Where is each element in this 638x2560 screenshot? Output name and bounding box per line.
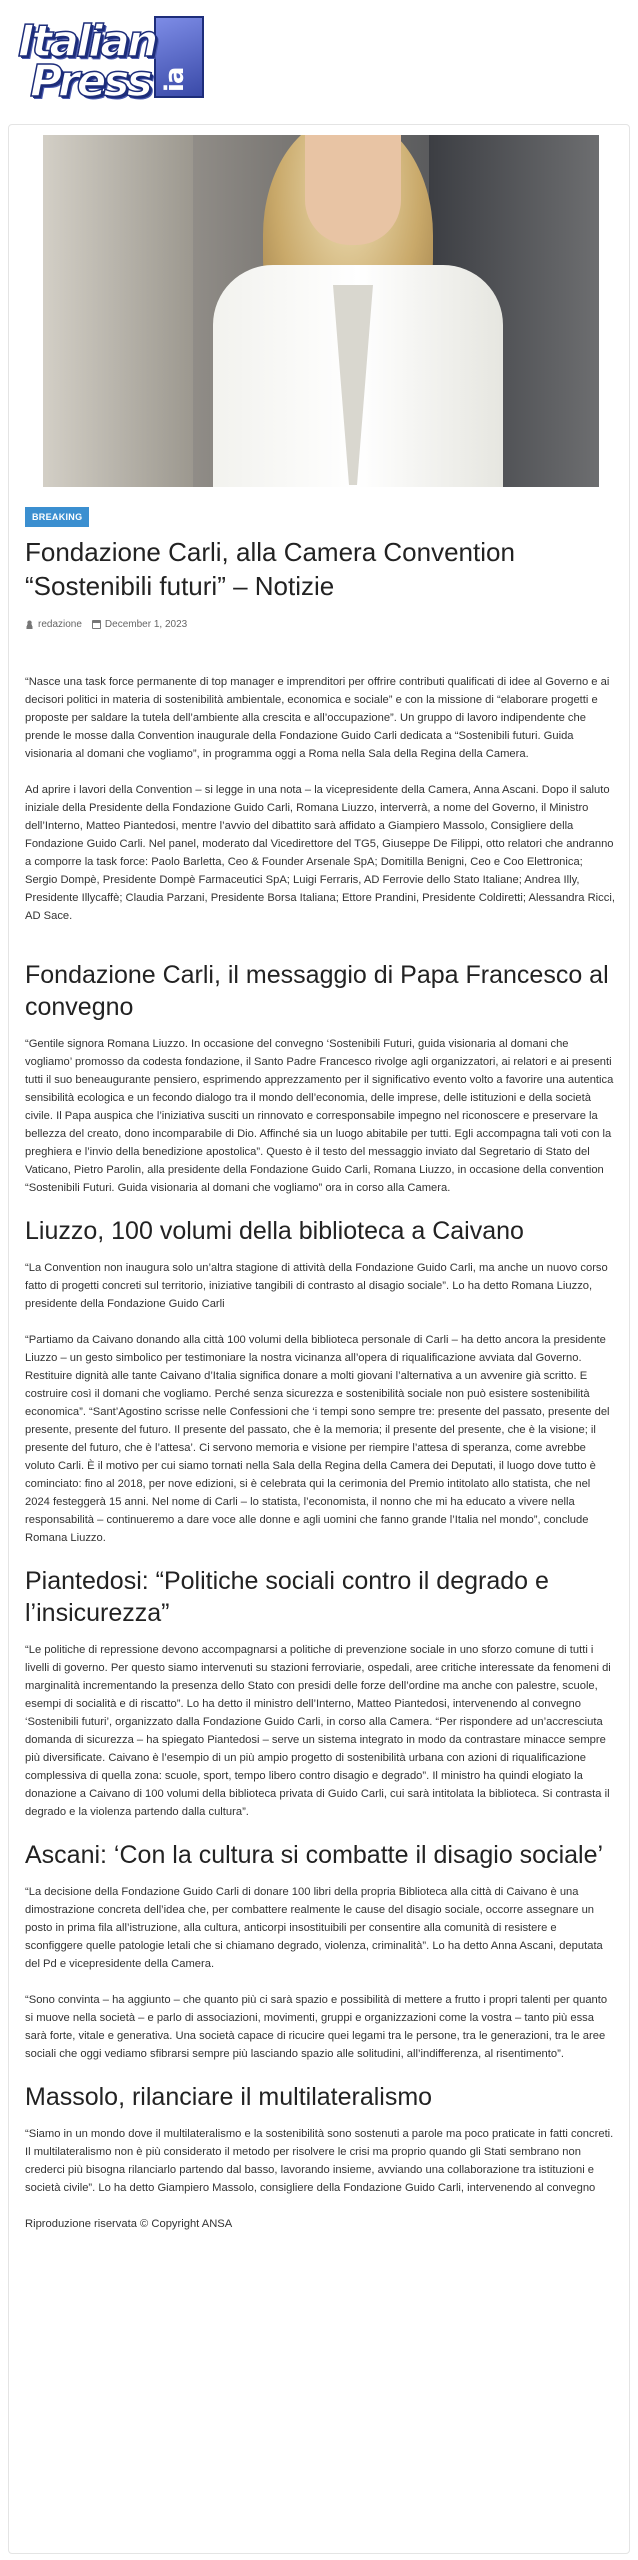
paragraph: “Sono convinta – ha aggiunto – che quanto più ci sarà spazio e possibilità di mettere a frutto i propri talenti per quanto si muove nella società – e parlo di associazioni, movimenti, gruppi e organizzazioni come la vostra – tanto più essa sarà forte, vitale e generativa. Una società capace di ricucire quei legami tra le persone, tra le generazioni, tra le aree sociali che oggi vediamo sfibrarsi sempre più lasciando spazio alle solitudini, all’indifferenza, al risentimento”. [25, 1994, 608, 2060]
hero-bg-left [43, 135, 193, 487]
author-link[interactable]: redazione [38, 619, 82, 630]
publish-date[interactable]: December 1, 2023 [104, 619, 188, 630]
paragraph: “Partiamo da Caivano donando alla città 100 volumi della biblioteca personale di Carli – ha detto ancora la presidente Liuzzo – un gesto simbolico per testimoniare la nostra vicinanza all’opera di riqualificazione avviata dal Governo. Restituire dignità alle tante Caivano d’Italia significa donare a molti giovani l’alternativa a un avvenire già scritto. E costruire così il domani che vogliamo. Perché senza sicurezza e sostenibilità sociale non può esistere sostenibilità economica”. “Sant’Agostino scrisse nelle Confessioni che ‘i tempi sono sempre tre: presente del passato, presente del presente, presente del futuro. Il presente del passato, che è la memoria; il presente del presente, che è la visione; il presente del futuro, che è l’attesa’. Ci servono memoria e visione per riempire l’attesa di speranza, come avrebbe voluto Carli. È il motivo per cui siamo tornati nella Sala della Regina della Camera dei Deputati, il luogo dove tutto è cominciato: fino al 2018, per nove edizioni, si è celebrata qui la cerimonia del Premio intitolato allo statista, che nel 2024 festeggerà 15 anni. Nel nome di Carli – lo statista, l’economista, il nonno che mi ha educato a vivere nella responsabilità – continueremo a dare voce alle donne e agli uomini che fanno grande l’Italia nel mondo”, conclude Romana Liuzzo. [25, 1334, 610, 1544]
paragraph: “Le politiche di repressione devono accompagnarsi a politiche di prevenzione sociale in uno sforzo comune di tutti i livelli di governo. Per questo siamo intervenuti su stazioni ferroviarie, ospedali, aree critiche interessate da fenomeni di marginalità incrementando la presenza dello Stato con presidi delle forze dell’ordine ma anche con palestre, scuole, esempi di socialità e di riscatto”. Lo ha detto il ministro dell’Interno, Matteo Piantedosi, intervenendo al convegno ‘Sostenibili futuri’, organizzato dalla Fondazione Guido Carli, in corso alla Camera. “Per rispondere ad un’accresciuta domanda di sicurezza – ha spiegato Piantedosi – serve un sistema integrato in modo da contrastare minacce sempre più diversificate. Caivano è l’esempio di un più ampio progetto di sostenibilità urbana con azioni di riqualificazione complessiva di quella zona: scuole, sport, tempo libero contro disagio e degrado”. Il ministro ha quindi elogiato la donazione a Caivano di 100 volumi della biblioteca privata di Guido Carli, cui sarà intitolata la biblioteca. Si contrasta il degrado e la violenza partendo dalla cultura”. [25, 1644, 611, 1818]
logo-box-text: ia [160, 67, 190, 92]
article-card [8, 124, 630, 2554]
section-heading-liuzzo: Liuzzo, 100 volumi della biblioteca a Caivano [25, 1217, 524, 1245]
paragraph: “Nasce una task force permanente di top manager e imprenditori per offrire contributi qualificati di idee al Governo e ai decisori politici in materia di sostenibilità ambientale, economica e sociale” e con la missione di “elaborare progetti e proposte per saldare la tutela dell’ambiente alla crescita e all’occupazione”. Un gruppo di lavoro indipendente che prende le mosse dalla Convention inaugurale della Fondazione Guido Carli dedicata a “Sostenibili futuri. Guida visionaria al domani che vogliamo”, in programma oggi a Roma nella Sala della Regina della Camera. [25, 676, 610, 760]
section-heading-ascani: Ascani: ‘Con la cultura si combatte il disagio sociale’ [25, 1841, 604, 1869]
category-badge[interactable]: BREAKING [25, 507, 89, 527]
logo-word-italian: Italian [18, 16, 156, 67]
site-logo[interactable] [16, 14, 208, 107]
logo-word-press: Press [30, 56, 150, 107]
paragraph: “La decisione della Fondazione Guido Carli di donare 100 libri della propria Biblioteca alla città di Caivano è una dimostrazione concreta dell’idea che, per combattere realmente le cause del disagio sociale, occorre assegnare un posto in prima fila all’istruzione, alla cultura, anticorpi insostituibili per consentire alla comunità di resistere e sconfiggere quelle patologie letali che si chiamano degrado, violenza, criminalità”. Lo ha detto Anna Ascani, deputata del Pd e vicepresidente della Camera. [25, 1886, 603, 1970]
paragraph: “Siamo in un mondo dove il multilateralismo e la sostenibilità sono sostenuti a parole ma poco praticate in fatti concreti. Il multilateralismo non è più considerato il metodo per risolvere le crisi ma proprio quando gli Stati sembrano non crederci più bisogna rilanciarlo partendo dal basso, lavorando insieme, avviando una collaborazione tra istituzioni e società civile”. Lo ha detto Giampiero Massolo, consigliere della Fondazione Guido Carli, intervenendo al convegno [25, 2128, 614, 2194]
hero-figure-face [305, 135, 401, 245]
paragraph: Ad aprire i lavori della Convention – si legge in una nota – la vicepresidente della Camera, Anna Ascani. Dopo il saluto iniziale della Presidente della Fondazione Guido Carli, Romana Liuzzo, interverrà, a nome del Governo, il Ministro dell’Interno, Matteo Piantedosi, mentre l’avvio del dibattito sarà affidato a Giampiero Massolo, Consigliere della Fondazione Guido Carli. Nel panel, moderato dal Vicedirettore del TG5, Giuseppe De Filippi, otto relatori che andranno a comporre la task force: Paolo Barletta, Ceo & Founder Arsenale SpA; Domitilla Benigni, Ceo e Coo Elettronica; Sergio Dompè, Presidente Dompè Farmaceutici SpA; Luigi Ferraris, AD Ferrovie dello Stato Italiane; Andrea Illy, Presidente Illycaffè; Claudia Parzani, Presidente Borsa Italiana; Ettore Prandini, Presidente Coldiretti; Alessandra Ricci, AD Sace. [25, 784, 615, 922]
copyright-note: Riproduzione riservata © Copyright ANSA [25, 2218, 233, 2230]
section-heading-papa: Fondazione Carli, il messaggio di Papa Francesco al convegno [25, 961, 609, 1021]
article-meta [25, 619, 197, 630]
article-title: Fondazione Carli, alla Camera Convention “Sostenibili futuri” – Notizie [25, 537, 515, 601]
calendar-icon [92, 620, 101, 629]
paragraph: “La Convention non inaugura solo un’altra stagione di attività della Fondazione Guido Carli, ma anche un nuovo corso fatto di progetti concreti sul territorio, iniziative tangibili di contrasto al disagio sociale”. Lo ha detto Romana Liuzzo, presidente della Fondazione Guido Carli [25, 1262, 608, 1310]
user-icon [25, 620, 34, 629]
hero-image[interactable] [43, 135, 599, 487]
article-body [25, 673, 617, 2251]
section-heading-piantedosi: Piantedosi: “Politiche sociali contro il degrado e l’insicurezza” [25, 1567, 549, 1627]
section-heading-massolo: Massolo, rilanciare il multilateralismo [25, 2083, 433, 2111]
site-header [0, 0, 638, 116]
paragraph: “Gentile signora Romana Liuzzo. In occasione del convegno ‘Sostenibili Futuri, guida visionaria al domani che vogliamo’ promosso da codesta fondazione, il Santo Padre Francesco rivolge agli organizzatori, ai relatori e ai presenti tutti il suo beneaugurante pensiero, esprimendo apprezzamento per il significativo evento volto a favorire una autentica sensibilità ecologica e un fecondo dialogo tra il mondo dell’economia, delle imprese, delle istituzioni e della società civile. Il Papa auspica che l’iniziativa susciti un rinnovato e corresponsabile impegno nel riconoscere e preservare la bellezza del creato, dono incomparabile di Dio. Affinché sia un luogo abitabile per tutti. Egli accompagna tali voti con la preghiera e l’invio della benedizione apostolica”. Questo è il testo del messaggio inviato dal Segretario di Stato del Vaticano, Pietro Parolin, alla presidente della Fondazione Guido Carli, Romana Liuzzo, in occasione della convention “Sostenibili Futuri. Guida visionaria al domani che vogliamo” ora in corso alla Camera. [25, 1038, 614, 1194]
